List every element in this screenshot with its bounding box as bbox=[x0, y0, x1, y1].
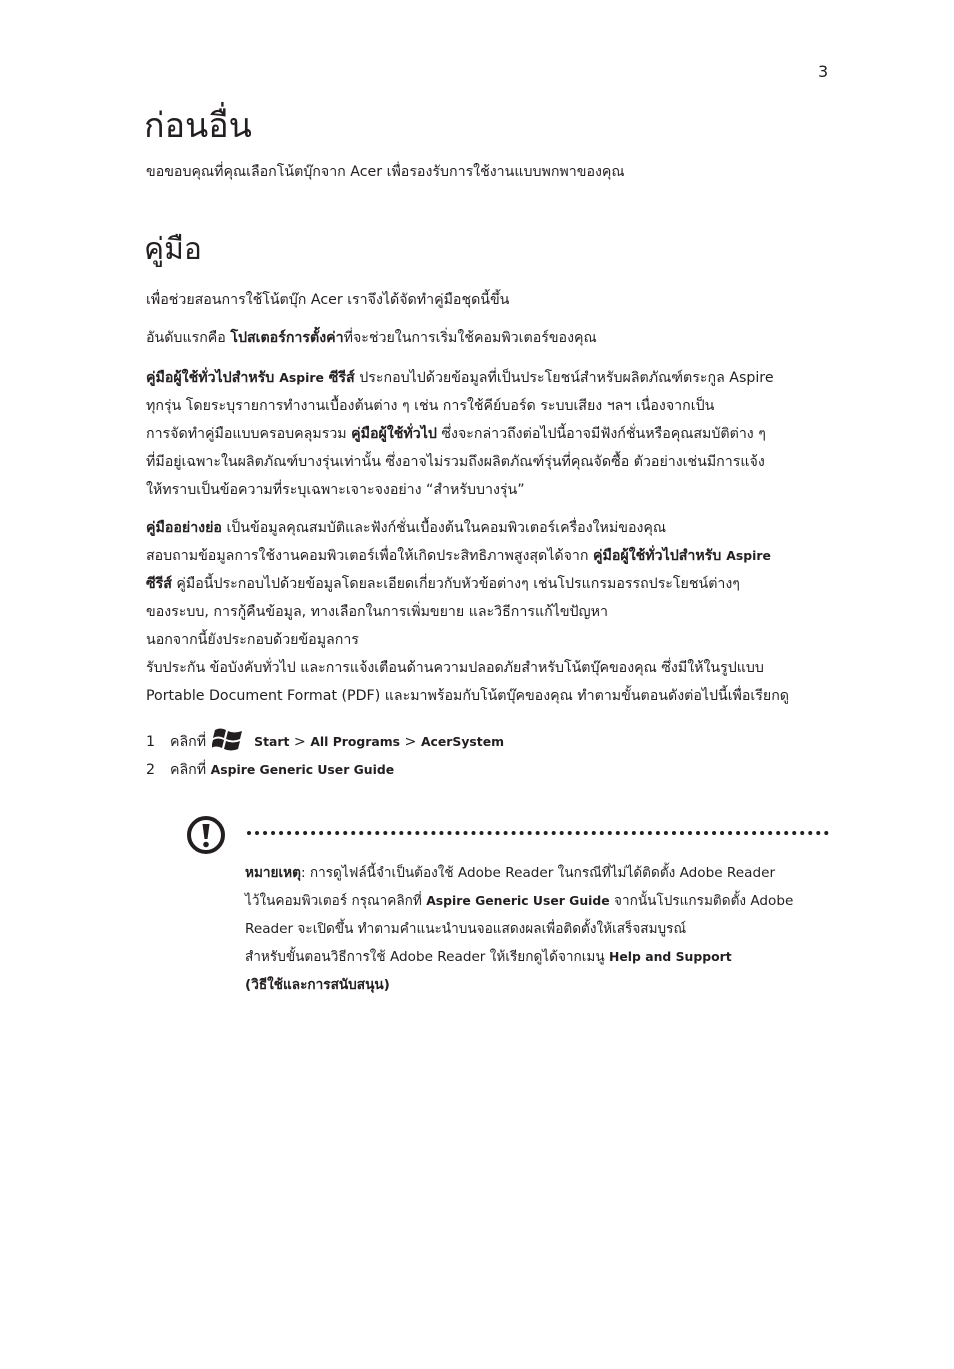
separator: > bbox=[400, 734, 421, 750]
text: ซึ่งจะกล่าวถึงต่อไปนี้อาจมีฟังก์ชั่นหรือคุณสมบัติต่าง ๆ bbox=[436, 426, 766, 442]
guides-paragraph-3-line-1 bbox=[146, 368, 774, 388]
text: ประกอบไปด้วยข้อมูลที่เป็นประโยชน์สำหรับผลิตภัณฑ์ตระกูล Aspire bbox=[354, 370, 774, 386]
section-title-before-you-start: ก่อนอื่น bbox=[144, 106, 252, 146]
series-label: ซีรีส์ bbox=[146, 576, 172, 592]
generic-user-guide-label: Aspire Generic User Guide bbox=[426, 893, 610, 908]
text: ที่จะช่วยในการเริ่มใช้คอมพิวเตอร์ของคุณ bbox=[343, 330, 597, 346]
text: จากนั้นโปรแกรมติดตั้ง Adobe bbox=[609, 893, 794, 909]
guides-paragraph-2 bbox=[146, 328, 597, 348]
section-title-guides: คู่มือ bbox=[144, 232, 202, 267]
note-line-2 bbox=[245, 891, 793, 911]
step-number: 2 bbox=[146, 762, 156, 778]
guides-paragraph-3-line-2: ทุกรุ่น โดยระบุรายการทำงานเบื้องต้นต่าง ๆ เช่น การใช้คีย์บอร์ด ระบบเสียง ฯลฯ เนื่องจากเป็น bbox=[146, 398, 715, 414]
generic-guide-label: คู่มือผู้ใช้ทั่วไป bbox=[351, 426, 437, 442]
note-line-4 bbox=[245, 947, 732, 967]
text: สอบถามข้อมูลการใช้งานคอมพิวเตอร์เพื่อให้เกิดประสิทธิภาพสูงสุดได้จาก bbox=[146, 548, 594, 564]
quick-guide-label: คู่มืออย่างย่อ bbox=[146, 520, 222, 536]
text: สำหรับขั้นตอนวิธีการใช้ Adobe Reader ให้เรียกดูได้จากเมนู bbox=[245, 949, 610, 965]
generic-user-guide-label: Aspire Generic User Guide bbox=[210, 762, 395, 777]
note-divider bbox=[247, 831, 829, 835]
guides-paragraph-4-line-7: Portable Document Format (PDF) และมาพร้อมกับโน้ตบุ๊คของคุณ ทำตามขั้นตอนดังต่อไปนี้เพื่อเรียกดู bbox=[146, 688, 790, 704]
note-line-5 bbox=[245, 975, 390, 995]
guides-paragraph-3-line-3 bbox=[146, 424, 766, 444]
guides-paragraph-4-line-2 bbox=[146, 546, 771, 566]
step-number: 1 bbox=[146, 734, 156, 750]
note-line-1 bbox=[245, 863, 775, 883]
guides-paragraph-4-line-1 bbox=[146, 518, 666, 538]
step-text: คลิกที่ bbox=[170, 762, 211, 778]
help-and-support-label: Help and Support bbox=[609, 949, 732, 964]
generic-guide-label: คู่มือผู้ใช้ทั่วไปสำหรับ bbox=[593, 548, 727, 564]
note-label: หมายเหตุ bbox=[245, 865, 301, 881]
setup-poster-label: โปสเตอร์การตั้งค่า bbox=[230, 330, 344, 346]
text: คู่มือนี้ประกอบไปด้วยข้อมูลโดยละเอียดเกี่ยวกับหัวข้อต่างๆ เช่นโปรแกรมอรรถประโยชน์ต่างๆ bbox=[171, 576, 740, 592]
guides-paragraph-3-line-4: ที่มีอยู่เฉพาะในผลิตภัณฑ์บางรุ่นเท่านั้น ซึ่งอาจไม่รวมถึงผลิตภัณฑ์รุ่นที่คุณจัดซื้อ ตัวอย่างเช่นมีการแจ้ง bbox=[146, 454, 765, 470]
guides-paragraph-4-line-5: นอกจากนี้ยังประกอบด้วยข้อมูลการ bbox=[146, 632, 359, 648]
guides-paragraph-4-line-4: ของระบบ, การกู้คืนข้อมูล, ทางเลือกในการเพิ่มขยาย และวิธีการแก้ไขปัญหา bbox=[146, 604, 608, 620]
page-number: 3 bbox=[818, 62, 829, 81]
help-and-support-thai-label: (วิธีใช้และการสนับสนุน) bbox=[245, 977, 390, 993]
text: อันดับแรกคือ bbox=[146, 330, 231, 346]
separator: > bbox=[289, 734, 311, 750]
note-line-3: Reader จะเปิดขึ้น ทำตามคำแนะนำบนจอแสดงผลเพื่อติดตั้งให้เสร็จสมบูรณ์ bbox=[245, 921, 687, 937]
acersystem-label: AcerSystem bbox=[420, 734, 505, 749]
windows-logo-icon bbox=[212, 726, 244, 758]
step-2 bbox=[146, 760, 394, 780]
text: เป็นข้อมูลคุณสมบัติและฟังก์ชั่นเบื้องต้นในคอมพิวเตอร์เครื่องใหม่ของคุณ bbox=[221, 520, 667, 536]
aspire-label: Aspire bbox=[279, 370, 324, 385]
step-text: คลิกที่ bbox=[170, 734, 207, 750]
generic-guide-label: คู่มือผู้ใช้ทั่วไปสำหรับ bbox=[146, 370, 280, 386]
guides-paragraph-4-line-3 bbox=[146, 574, 740, 594]
text: : การดูไฟล์นี้จำเป็นต้องใช้ Adobe Reader ในกรณีที่ไม่ได้ติดตั้ง Adobe Reader bbox=[300, 865, 776, 881]
intro-text: ขอขอบคุณที่คุณเลือกโน้ตบุ๊กจาก Acer เพื่อรองรับการใช้งานแบบพกพาของคุณ bbox=[146, 164, 625, 180]
aspire-label: Aspire bbox=[726, 548, 771, 563]
series-label: ซีรีส์ bbox=[323, 370, 355, 386]
text: ไว้ในคอมพิวเตอร์ กรุณาคลิกที่ bbox=[245, 893, 427, 909]
guides-paragraph-4-line-6: รับประกัน ข้อบังคับทั่วไป และการแจ้งเตือนด้านความปลอดภัยสำหรับโน้ตบุ๊คของคุณ ซึ่งมีให้ในรูปแบบ bbox=[146, 660, 764, 676]
step-1 bbox=[146, 726, 504, 758]
guides-paragraph-1: เพื่อช่วยสอนการใช้โน้ตบุ๊ก Acer เราจึงได้จัดทำคู่มือชุดนี้ขึ้น bbox=[146, 292, 510, 308]
text: การจัดทำคู่มือแบบครอบคลุมรวม bbox=[146, 426, 352, 442]
start-menu-label: Start bbox=[254, 734, 290, 749]
exclamation-icon bbox=[186, 815, 226, 855]
guides-paragraph-3-line-5: ให้ทราบเป็นข้อความที่ระบุเฉพาะเจาะจงอย่าง “สำหรับบางรุ่น” bbox=[146, 482, 525, 498]
all-programs-label: All Programs bbox=[310, 734, 401, 749]
